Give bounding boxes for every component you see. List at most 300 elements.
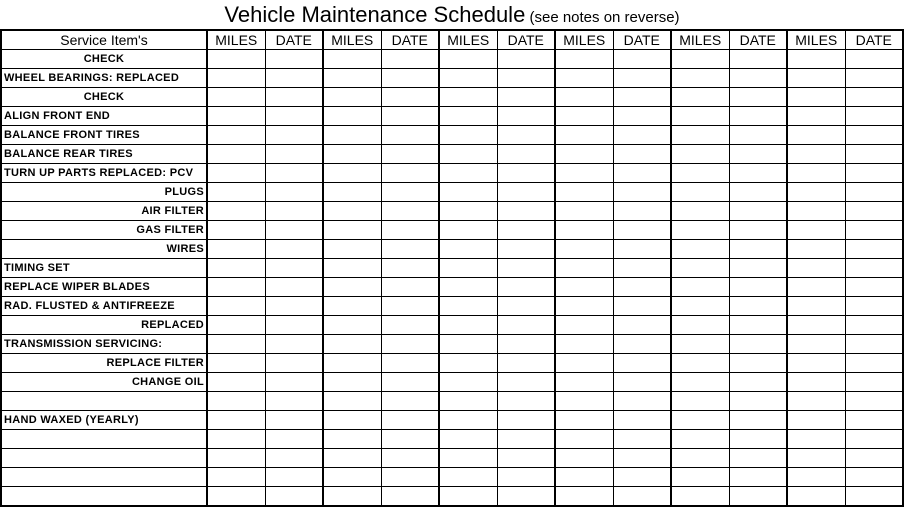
miles-entry-cell[interactable] — [207, 88, 265, 107]
miles-entry-cell[interactable] — [671, 88, 729, 107]
date-entry-cell[interactable] — [381, 297, 439, 316]
table-row — [1, 430, 903, 449]
miles-entry-cell[interactable] — [439, 468, 497, 487]
date-entry-cell[interactable] — [497, 107, 555, 126]
date-entry-cell[interactable] — [381, 392, 439, 411]
miles-entry-cell[interactable] — [323, 88, 381, 107]
date-entry-cell[interactable] — [845, 240, 903, 259]
miles-entry-cell[interactable] — [555, 449, 613, 468]
date-entry-cell[interactable] — [845, 259, 903, 278]
header-date-1: DATE — [265, 30, 323, 50]
miles-entry-cell[interactable] — [207, 202, 265, 221]
date-entry-cell[interactable] — [497, 145, 555, 164]
miles-entry-cell[interactable] — [787, 145, 845, 164]
miles-entry-cell[interactable] — [787, 259, 845, 278]
date-entry-cell[interactable] — [381, 88, 439, 107]
miles-entry-cell[interactable] — [787, 50, 845, 69]
miles-entry-cell[interactable] — [207, 297, 265, 316]
date-entry-cell[interactable] — [497, 69, 555, 88]
date-entry-cell[interactable] — [497, 468, 555, 487]
miles-entry-cell[interactable] — [555, 69, 613, 88]
miles-entry-cell[interactable] — [323, 430, 381, 449]
date-entry-cell[interactable] — [613, 316, 671, 335]
date-entry-cell[interactable] — [497, 487, 555, 506]
date-entry-cell[interactable] — [845, 468, 903, 487]
miles-entry-cell[interactable] — [671, 487, 729, 506]
date-entry-cell[interactable] — [265, 411, 323, 430]
date-entry-cell[interactable] — [497, 449, 555, 468]
miles-entry-cell[interactable] — [671, 69, 729, 88]
miles-entry-cell[interactable] — [787, 183, 845, 202]
date-entry-cell[interactable] — [729, 88, 787, 107]
date-entry-cell[interactable] — [729, 316, 787, 335]
miles-entry-cell[interactable] — [555, 316, 613, 335]
miles-entry-cell[interactable] — [787, 449, 845, 468]
miles-entry-cell[interactable] — [207, 259, 265, 278]
date-entry-cell[interactable] — [381, 430, 439, 449]
miles-entry-cell[interactable] — [207, 126, 265, 145]
date-entry-cell[interactable] — [381, 50, 439, 69]
date-entry-cell[interactable] — [381, 164, 439, 183]
miles-entry-cell[interactable] — [207, 354, 265, 373]
date-entry-cell[interactable] — [729, 335, 787, 354]
miles-entry-cell[interactable] — [787, 202, 845, 221]
miles-entry-cell[interactable] — [787, 354, 845, 373]
miles-entry-cell[interactable] — [207, 183, 265, 202]
miles-entry-cell[interactable] — [439, 50, 497, 69]
miles-entry-cell[interactable] — [323, 278, 381, 297]
miles-entry-cell[interactable] — [323, 373, 381, 392]
date-entry-cell[interactable] — [613, 202, 671, 221]
date-entry-cell[interactable] — [497, 278, 555, 297]
miles-entry-cell[interactable] — [207, 240, 265, 259]
date-entry-cell[interactable] — [845, 373, 903, 392]
date-entry-cell[interactable] — [845, 50, 903, 69]
miles-entry-cell[interactable] — [671, 468, 729, 487]
miles-entry-cell[interactable] — [207, 221, 265, 240]
miles-entry-cell[interactable] — [671, 126, 729, 145]
miles-entry-cell[interactable] — [323, 69, 381, 88]
miles-entry-cell[interactable] — [439, 107, 497, 126]
date-entry-cell[interactable] — [613, 354, 671, 373]
date-entry-cell[interactable] — [381, 69, 439, 88]
date-entry-cell[interactable] — [613, 468, 671, 487]
date-entry-cell[interactable] — [381, 259, 439, 278]
date-entry-cell[interactable] — [613, 449, 671, 468]
miles-entry-cell[interactable] — [787, 278, 845, 297]
date-entry-cell[interactable] — [729, 430, 787, 449]
miles-entry-cell[interactable] — [555, 430, 613, 449]
miles-entry-cell[interactable] — [787, 430, 845, 449]
date-entry-cell[interactable] — [845, 278, 903, 297]
date-entry-cell[interactable] — [265, 50, 323, 69]
header-miles-2: MILES — [323, 30, 381, 50]
date-entry-cell[interactable] — [729, 202, 787, 221]
date-entry-cell[interactable] — [497, 240, 555, 259]
date-entry-cell[interactable] — [729, 373, 787, 392]
date-entry-cell[interactable] — [729, 126, 787, 145]
miles-entry-cell[interactable] — [671, 430, 729, 449]
date-entry-cell[interactable] — [497, 126, 555, 145]
miles-entry-cell[interactable] — [439, 297, 497, 316]
miles-entry-cell[interactable] — [787, 468, 845, 487]
miles-entry-cell[interactable] — [671, 278, 729, 297]
date-entry-cell[interactable] — [265, 221, 323, 240]
date-entry-cell[interactable] — [845, 335, 903, 354]
miles-entry-cell[interactable] — [439, 430, 497, 449]
miles-entry-cell[interactable] — [439, 202, 497, 221]
date-entry-cell[interactable] — [265, 335, 323, 354]
date-entry-cell[interactable] — [497, 392, 555, 411]
miles-entry-cell[interactable] — [439, 278, 497, 297]
miles-entry-cell[interactable] — [207, 164, 265, 183]
date-entry-cell[interactable] — [265, 468, 323, 487]
miles-entry-cell[interactable] — [555, 183, 613, 202]
miles-entry-cell[interactable] — [671, 221, 729, 240]
miles-entry-cell[interactable] — [323, 297, 381, 316]
miles-entry-cell[interactable] — [207, 316, 265, 335]
miles-entry-cell[interactable] — [207, 145, 265, 164]
header-miles-4: MILES — [555, 30, 613, 50]
date-entry-cell[interactable] — [381, 354, 439, 373]
date-entry-cell[interactable] — [729, 487, 787, 506]
date-entry-cell[interactable] — [613, 221, 671, 240]
miles-entry-cell[interactable] — [323, 259, 381, 278]
date-entry-cell[interactable] — [381, 316, 439, 335]
miles-entry-cell[interactable] — [671, 202, 729, 221]
miles-entry-cell[interactable] — [671, 411, 729, 430]
date-entry-cell[interactable] — [845, 202, 903, 221]
date-entry-cell[interactable] — [497, 259, 555, 278]
date-entry-cell[interactable] — [845, 69, 903, 88]
date-entry-cell[interactable] — [381, 183, 439, 202]
service-item-label: BALANCE FRONT TIRES — [1, 126, 207, 145]
miles-entry-cell[interactable] — [439, 392, 497, 411]
miles-entry-cell[interactable] — [323, 145, 381, 164]
miles-entry-cell[interactable] — [555, 392, 613, 411]
date-entry-cell[interactable] — [381, 335, 439, 354]
date-entry-cell[interactable] — [613, 50, 671, 69]
date-entry-cell[interactable] — [265, 449, 323, 468]
service-item-label: REPLACED — [1, 316, 207, 335]
date-entry-cell[interactable] — [265, 240, 323, 259]
miles-entry-cell[interactable] — [555, 107, 613, 126]
miles-entry-cell[interactable] — [555, 297, 613, 316]
miles-entry-cell[interactable] — [671, 107, 729, 126]
date-entry-cell[interactable] — [265, 69, 323, 88]
date-entry-cell[interactable] — [265, 278, 323, 297]
miles-entry-cell[interactable] — [555, 88, 613, 107]
table-row — [1, 145, 903, 164]
date-entry-cell[interactable] — [729, 107, 787, 126]
miles-entry-cell[interactable] — [439, 221, 497, 240]
miles-entry-cell[interactable] — [787, 373, 845, 392]
miles-entry-cell[interactable] — [671, 373, 729, 392]
miles-entry-cell[interactable] — [787, 221, 845, 240]
date-entry-cell[interactable] — [729, 278, 787, 297]
date-entry-cell[interactable] — [265, 183, 323, 202]
miles-entry-cell[interactable] — [439, 69, 497, 88]
date-entry-cell[interactable] — [497, 297, 555, 316]
date-entry-cell[interactable] — [497, 202, 555, 221]
date-entry-cell[interactable] — [265, 373, 323, 392]
miles-entry-cell[interactable] — [555, 411, 613, 430]
service-item-label: RAD. FLUSTED & ANTIFREEZE — [1, 297, 207, 316]
miles-entry-cell[interactable] — [787, 107, 845, 126]
miles-entry-cell[interactable] — [787, 164, 845, 183]
miles-entry-cell[interactable] — [439, 487, 497, 506]
miles-entry-cell[interactable] — [323, 411, 381, 430]
date-entry-cell[interactable] — [613, 107, 671, 126]
miles-entry-cell[interactable] — [207, 69, 265, 88]
date-entry-cell[interactable] — [613, 88, 671, 107]
date-entry-cell[interactable] — [265, 202, 323, 221]
date-entry-cell[interactable] — [381, 411, 439, 430]
miles-entry-cell[interactable] — [787, 126, 845, 145]
date-entry-cell[interactable] — [845, 392, 903, 411]
date-entry-cell[interactable] — [729, 411, 787, 430]
date-entry-cell[interactable] — [497, 50, 555, 69]
miles-entry-cell[interactable] — [555, 335, 613, 354]
miles-entry-cell[interactable] — [439, 240, 497, 259]
miles-entry-cell[interactable] — [787, 335, 845, 354]
miles-entry-cell[interactable] — [671, 354, 729, 373]
date-entry-cell[interactable] — [845, 354, 903, 373]
miles-entry-cell[interactable] — [323, 354, 381, 373]
date-entry-cell[interactable] — [845, 126, 903, 145]
miles-entry-cell[interactable] — [671, 259, 729, 278]
date-entry-cell[interactable] — [265, 164, 323, 183]
miles-entry-cell[interactable] — [787, 411, 845, 430]
miles-entry-cell[interactable] — [671, 145, 729, 164]
miles-entry-cell[interactable] — [323, 316, 381, 335]
miles-entry-cell[interactable] — [555, 202, 613, 221]
date-entry-cell[interactable] — [613, 335, 671, 354]
miles-entry-cell[interactable] — [439, 335, 497, 354]
date-entry-cell[interactable] — [613, 430, 671, 449]
date-entry-cell[interactable] — [613, 487, 671, 506]
date-entry-cell[interactable] — [497, 183, 555, 202]
date-entry-cell[interactable] — [613, 392, 671, 411]
miles-entry-cell[interactable] — [787, 88, 845, 107]
date-entry-cell[interactable] — [265, 430, 323, 449]
date-entry-cell[interactable] — [845, 88, 903, 107]
date-entry-cell[interactable] — [613, 297, 671, 316]
miles-entry-cell[interactable] — [439, 259, 497, 278]
date-entry-cell[interactable] — [381, 221, 439, 240]
miles-entry-cell[interactable] — [439, 88, 497, 107]
miles-entry-cell[interactable] — [555, 50, 613, 69]
miles-entry-cell[interactable] — [787, 392, 845, 411]
miles-entry-cell[interactable] — [207, 487, 265, 506]
date-entry-cell[interactable] — [613, 183, 671, 202]
date-entry-cell[interactable] — [729, 449, 787, 468]
date-entry-cell[interactable] — [845, 487, 903, 506]
miles-entry-cell[interactable] — [323, 335, 381, 354]
miles-entry-cell[interactable] — [439, 354, 497, 373]
date-entry-cell[interactable] — [265, 145, 323, 164]
miles-entry-cell[interactable] — [555, 126, 613, 145]
date-entry-cell[interactable] — [845, 145, 903, 164]
miles-entry-cell[interactable] — [207, 411, 265, 430]
miles-entry-cell[interactable] — [555, 240, 613, 259]
miles-entry-cell[interactable] — [555, 145, 613, 164]
miles-entry-cell[interactable] — [323, 164, 381, 183]
miles-entry-cell[interactable] — [207, 392, 265, 411]
date-entry-cell[interactable] — [265, 487, 323, 506]
date-entry-cell[interactable] — [381, 145, 439, 164]
date-entry-cell[interactable] — [381, 449, 439, 468]
miles-entry-cell[interactable] — [671, 392, 729, 411]
miles-entry-cell[interactable] — [555, 354, 613, 373]
date-entry-cell[interactable] — [497, 335, 555, 354]
date-entry-cell[interactable] — [729, 145, 787, 164]
service-item-label: TURN UP PARTS REPLACED: PCV — [1, 164, 207, 183]
miles-entry-cell[interactable] — [439, 373, 497, 392]
miles-entry-cell[interactable] — [671, 297, 729, 316]
miles-entry-cell[interactable] — [439, 449, 497, 468]
miles-entry-cell[interactable] — [555, 221, 613, 240]
date-entry-cell[interactable] — [497, 373, 555, 392]
miles-entry-cell[interactable] — [207, 430, 265, 449]
date-entry-cell[interactable] — [845, 183, 903, 202]
date-entry-cell[interactable] — [265, 354, 323, 373]
date-entry-cell[interactable] — [845, 430, 903, 449]
miles-entry-cell[interactable] — [323, 126, 381, 145]
miles-entry-cell[interactable] — [207, 373, 265, 392]
date-entry-cell[interactable] — [381, 202, 439, 221]
miles-entry-cell[interactable] — [787, 316, 845, 335]
date-entry-cell[interactable] — [729, 50, 787, 69]
miles-entry-cell[interactable] — [555, 164, 613, 183]
date-entry-cell[interactable] — [265, 392, 323, 411]
miles-entry-cell[interactable] — [439, 316, 497, 335]
date-entry-cell[interactable] — [613, 145, 671, 164]
miles-entry-cell[interactable] — [671, 164, 729, 183]
date-entry-cell[interactable] — [265, 316, 323, 335]
date-entry-cell[interactable] — [381, 278, 439, 297]
date-entry-cell[interactable] — [613, 278, 671, 297]
date-entry-cell[interactable] — [497, 221, 555, 240]
date-entry-cell[interactable] — [497, 88, 555, 107]
miles-entry-cell[interactable] — [555, 373, 613, 392]
date-entry-cell[interactable] — [729, 183, 787, 202]
date-entry-cell[interactable] — [729, 468, 787, 487]
miles-entry-cell[interactable] — [555, 468, 613, 487]
date-entry-cell[interactable] — [729, 69, 787, 88]
date-entry-cell[interactable] — [497, 354, 555, 373]
date-entry-cell[interactable] — [497, 411, 555, 430]
miles-entry-cell[interactable] — [439, 183, 497, 202]
date-entry-cell[interactable] — [381, 107, 439, 126]
date-entry-cell[interactable] — [729, 297, 787, 316]
date-entry-cell[interactable] — [729, 221, 787, 240]
miles-entry-cell[interactable] — [555, 259, 613, 278]
date-entry-cell[interactable] — [845, 164, 903, 183]
date-entry-cell[interactable] — [845, 411, 903, 430]
miles-entry-cell[interactable] — [323, 221, 381, 240]
date-entry-cell[interactable] — [729, 354, 787, 373]
date-entry-cell[interactable] — [265, 88, 323, 107]
miles-entry-cell[interactable] — [207, 278, 265, 297]
miles-entry-cell[interactable] — [439, 411, 497, 430]
miles-entry-cell[interactable] — [787, 240, 845, 259]
miles-entry-cell[interactable] — [671, 316, 729, 335]
date-entry-cell[interactable] — [613, 164, 671, 183]
date-entry-cell[interactable] — [845, 107, 903, 126]
miles-entry-cell[interactable] — [671, 449, 729, 468]
date-entry-cell[interactable] — [381, 487, 439, 506]
date-entry-cell[interactable] — [381, 240, 439, 259]
miles-entry-cell[interactable] — [323, 240, 381, 259]
date-entry-cell[interactable] — [497, 316, 555, 335]
miles-entry-cell[interactable] — [555, 278, 613, 297]
date-entry-cell[interactable] — [381, 126, 439, 145]
date-entry-cell[interactable] — [729, 164, 787, 183]
miles-entry-cell[interactable] — [439, 126, 497, 145]
date-entry-cell[interactable] — [845, 449, 903, 468]
date-entry-cell[interactable] — [613, 373, 671, 392]
date-entry-cell[interactable] — [265, 297, 323, 316]
date-entry-cell[interactable] — [613, 259, 671, 278]
miles-entry-cell[interactable] — [323, 50, 381, 69]
miles-entry-cell[interactable] — [323, 107, 381, 126]
date-entry-cell[interactable] — [729, 392, 787, 411]
date-entry-cell[interactable] — [613, 240, 671, 259]
date-entry-cell[interactable] — [613, 126, 671, 145]
table-row — [1, 316, 903, 335]
miles-entry-cell[interactable] — [671, 240, 729, 259]
date-entry-cell[interactable] — [729, 240, 787, 259]
miles-entry-cell[interactable] — [323, 392, 381, 411]
date-entry-cell[interactable] — [497, 430, 555, 449]
miles-entry-cell[interactable] — [207, 50, 265, 69]
miles-entry-cell[interactable] — [207, 449, 265, 468]
miles-entry-cell[interactable] — [671, 335, 729, 354]
miles-entry-cell[interactable] — [439, 164, 497, 183]
date-entry-cell[interactable] — [845, 316, 903, 335]
date-entry-cell[interactable] — [381, 373, 439, 392]
date-entry-cell[interactable] — [265, 126, 323, 145]
miles-entry-cell[interactable] — [787, 297, 845, 316]
service-item-label: GAS FILTER — [1, 221, 207, 240]
miles-entry-cell[interactable] — [787, 487, 845, 506]
miles-entry-cell[interactable] — [323, 202, 381, 221]
miles-entry-cell[interactable] — [207, 468, 265, 487]
date-entry-cell[interactable] — [613, 69, 671, 88]
miles-entry-cell[interactable] — [323, 449, 381, 468]
miles-entry-cell[interactable] — [671, 183, 729, 202]
header-date-3: DATE — [497, 30, 555, 50]
miles-entry-cell[interactable] — [207, 107, 265, 126]
miles-entry-cell[interactable] — [555, 487, 613, 506]
date-entry-cell[interactable] — [613, 411, 671, 430]
date-entry-cell[interactable] — [265, 107, 323, 126]
date-entry-cell[interactable] — [497, 164, 555, 183]
date-entry-cell[interactable] — [265, 259, 323, 278]
miles-entry-cell[interactable] — [787, 69, 845, 88]
date-entry-cell[interactable] — [729, 259, 787, 278]
date-entry-cell[interactable] — [845, 297, 903, 316]
miles-entry-cell[interactable] — [671, 50, 729, 69]
miles-entry-cell[interactable] — [323, 487, 381, 506]
miles-entry-cell[interactable] — [207, 335, 265, 354]
date-entry-cell[interactable] — [381, 468, 439, 487]
miles-entry-cell[interactable] — [323, 183, 381, 202]
date-entry-cell[interactable] — [845, 221, 903, 240]
miles-entry-cell[interactable] — [323, 468, 381, 487]
miles-entry-cell[interactable] — [439, 145, 497, 164]
